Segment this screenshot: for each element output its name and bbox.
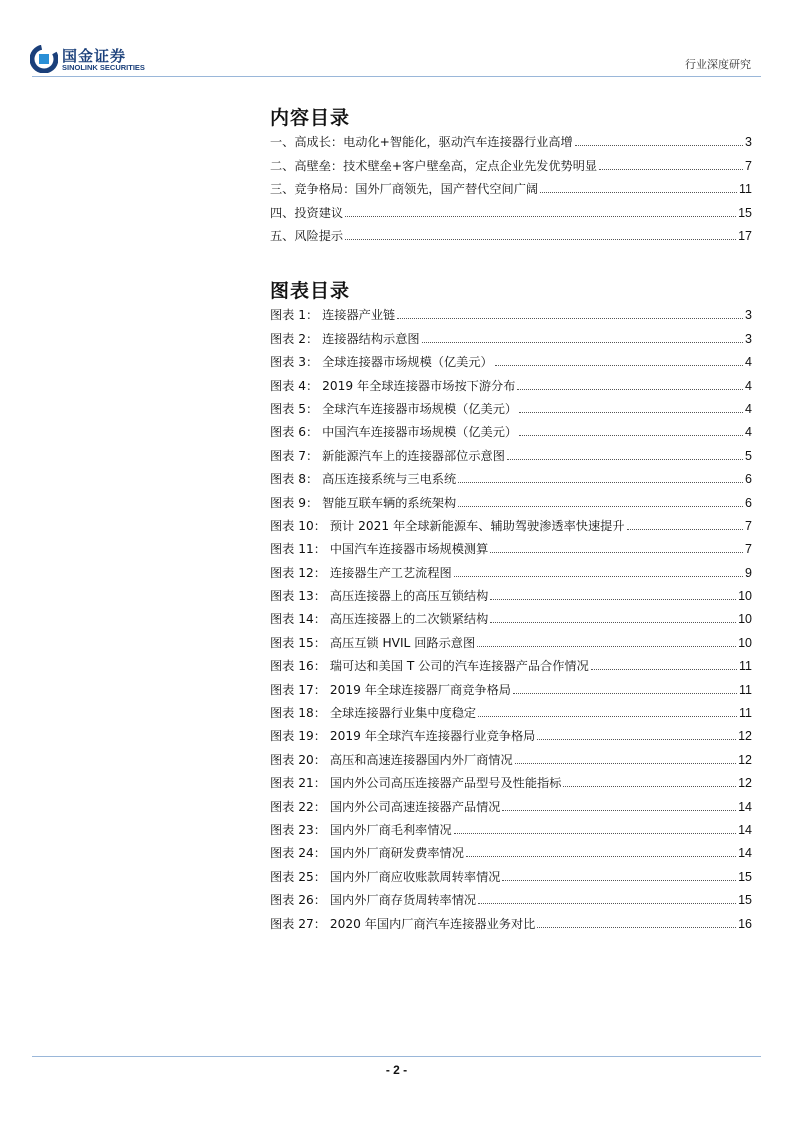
toc-entry-title: 五、风险提示 [270,228,344,243]
toc-page-number: 12 [738,776,752,791]
toc-entry-title: 图表 22： 国内外公司高速连接器产品情况 [270,799,501,814]
toc-page-number: 4 [745,401,752,416]
sinolink-logo-icon [30,45,58,73]
figure-entry[interactable] [270,369,752,392]
figure-entry[interactable] [270,720,752,743]
dot-leader [540,192,737,193]
toc-entry-title: 二、高壁垒：技术壁垒+客户壁垒高，定点企业先发优势明显 [270,158,598,173]
logo-english-name: SINOLINK SECURITIES [62,63,145,72]
toc-page-number: 3 [745,135,752,150]
toc-entry-title: 图表 24： 国内外厂商研发费率情况 [270,846,464,861]
toc-page-number: 15 [738,869,752,884]
dot-leader [599,169,743,170]
toc-page-number: 9 [745,565,752,580]
dot-leader [495,365,743,366]
toc-page-number: 14 [738,799,752,814]
toc-entry-title: 图表 1： 连接器产业链 [270,308,396,323]
toc-page-number: 7 [745,518,752,533]
toc-page-number: 3 [745,331,752,346]
toc-entry-title: 图表 19： 2019 年全球汽车连接器行业竞争格局 [270,729,536,744]
toc-page-number: 10 [738,612,752,627]
toc-entry-title: 图表 11： 中国汽车连接器市场规模测算 [270,542,489,557]
figure-entry[interactable] [270,767,752,790]
dot-leader [458,506,743,507]
dot-leader [627,529,744,530]
toc-entry-title: 图表 21： 国内外公司高压连接器产品型号及性能指标 [270,776,562,791]
page-header [0,0,793,80]
figure-entry[interactable] [270,439,752,462]
page-number: - 2 - [385,1063,408,1077]
figure-entry[interactable] [270,673,752,696]
toc-entry-title: 图表 7： 新能源汽车上的连接器部位示意图 [270,448,505,463]
report-type-label: 行业深度研究 [685,58,751,71]
dot-leader [519,435,743,436]
figure-entry[interactable] [270,416,752,439]
toc-entry-title: 图表 25： 国内外厂商应收账款周转率情况 [270,869,501,884]
toc-page-number: 4 [745,378,752,393]
toc-page-number: 10 [738,589,752,604]
toc-entry-title: 图表 8： 高压连接系统与三电系统 [270,472,457,487]
dot-leader [575,145,743,146]
figure-entry[interactable] [270,580,752,603]
dot-leader [478,716,737,717]
figure-entry[interactable] [270,603,752,626]
figures-list [270,299,752,931]
dot-leader [513,693,737,694]
figure-entry[interactable] [270,299,752,322]
figure-entry[interactable] [270,884,752,907]
toc-page-number: 15 [738,893,752,908]
toc-entry-title: 图表 23： 国内外厂商毛利率情况 [270,822,452,837]
toc-entry-title: 图表 10： 预计 2021 年全球新能源车、辅助驾驶渗透率快速提升 [270,518,625,533]
figure-entry[interactable] [270,626,752,649]
contents-entry[interactable] [270,196,752,219]
header-divider [32,76,761,77]
contents-entry[interactable] [270,126,752,149]
toc-page-number: 10 [738,635,752,650]
toc-entry-title: 图表 16： 瑞可达和美国 T 公司的汽车连接器产品合作情况 [270,659,589,674]
figure-entry[interactable] [270,790,752,813]
figure-entry[interactable] [270,743,752,766]
dot-leader [490,599,736,600]
toc-page-number: 5 [745,448,752,463]
toc-page-number: 16 [738,916,752,931]
dot-leader [422,342,743,343]
dot-leader [454,576,743,577]
footer-divider [32,1056,761,1057]
dot-leader [345,216,736,217]
dot-leader [490,552,743,553]
figure-entry[interactable] [270,463,752,486]
toc-entry-title: 图表 2： 连接器结构示意图 [270,331,420,346]
dot-leader [563,786,736,787]
dot-leader [515,763,736,764]
dot-leader [454,833,736,834]
toc-page-number: 12 [738,752,752,767]
dot-leader [345,239,736,240]
figure-entry[interactable] [270,486,752,509]
dot-leader [478,903,736,904]
dot-leader [466,856,736,857]
figure-entry[interactable] [270,393,752,416]
figure-entry[interactable] [270,814,752,837]
figure-entry[interactable] [270,322,752,345]
figure-entry[interactable] [270,837,752,860]
toc-page-number: 15 [738,205,752,220]
figures-title: 图表目录 [270,280,351,302]
figure-entry[interactable] [270,650,752,673]
dot-leader [519,412,743,413]
toc-entry-title: 图表 26： 国内外厂商存货周转率情况 [270,893,477,908]
toc-entry-title: 图表 12： 连接器生产工艺流程图 [270,565,452,580]
toc-page-number: 4 [745,425,752,440]
contents-entry[interactable] [270,173,752,196]
contents-entry[interactable] [270,220,752,243]
toc-entry-title: 图表 6： 中国汽车连接器市场规模（亿美元） [270,425,518,440]
toc-page-number: 11 [739,706,752,721]
contents-list [270,126,752,243]
contents-entry[interactable] [270,149,752,172]
toc-page-number: 11 [739,682,752,697]
toc-page-number: 6 [745,472,752,487]
toc-entry-title: 图表 13： 高压连接器上的高压互锁结构 [270,589,489,604]
toc-entry-title: 图表 5： 全球汽车连接器市场规模（亿美元） [270,401,518,416]
toc-entry-title: 图表 27： 2020 年国内厂商汽车连接器业务对比 [270,916,536,931]
toc-page-number: 7 [745,542,752,557]
figure-entry[interactable] [270,556,752,579]
dot-leader [458,482,743,483]
dot-leader [517,389,743,390]
toc-entry-title: 图表 17： 2019 年全球连接器厂商竞争格局 [270,682,511,697]
figure-entry[interactable] [270,907,752,930]
figure-entry[interactable] [270,510,752,533]
figure-entry[interactable] [270,346,752,369]
toc-entry-title: 图表 15： 高压互锁 HVIL 回路示意图 [270,635,476,650]
toc-entry-title: 图表 4： 2019 年全球连接器市场按下游分布 [270,378,516,393]
toc-entry-title: 图表 20： 高压和高速连接器国内外厂商情况 [270,752,513,767]
dot-leader [397,318,743,319]
toc-page-number: 4 [745,355,752,370]
toc-entry-title: 一、高成长：电动化+智能化，驱动汽车连接器行业高增 [270,135,573,150]
toc-page-number: 14 [738,846,752,861]
figure-entry[interactable] [270,860,752,883]
dot-leader [502,880,736,881]
dot-leader [591,669,737,670]
toc-page-number: 3 [745,308,752,323]
dot-leader [537,739,736,740]
company-logo [30,45,160,75]
dot-leader [507,459,743,460]
toc-page-number: 12 [738,729,752,744]
toc-page-number: 11 [739,659,752,674]
toc-page-number: 7 [745,158,752,173]
contents-title: 内容目录 [270,107,351,129]
toc-page-number: 6 [745,495,752,510]
toc-entry-title: 四、投资建议 [270,205,344,220]
dot-leader [477,646,736,647]
toc-page-number: 11 [739,182,752,197]
logo-chinese-name: 国金证券 [62,47,127,65]
dot-leader [490,622,736,623]
toc-entry-title: 三、竞争格局：国外厂商领先，国产替代空间广阔 [270,182,539,197]
toc-entry-title: 图表 14： 高压连接器上的二次锁紧结构 [270,612,489,627]
toc-page-number: 14 [738,822,752,837]
toc-entry-title: 图表 3： 全球连接器市场规模（亿美元） [270,355,493,370]
dot-leader [502,810,736,811]
dot-leader [537,927,736,928]
toc-page-number: 17 [738,228,752,243]
figure-entry[interactable] [270,533,752,556]
figure-entry[interactable] [270,697,752,720]
toc-entry-title: 图表 9： 智能互联车辆的系统架构 [270,495,457,510]
toc-entry-title: 图表 18： 全球连接器行业集中度稳定 [270,706,477,721]
